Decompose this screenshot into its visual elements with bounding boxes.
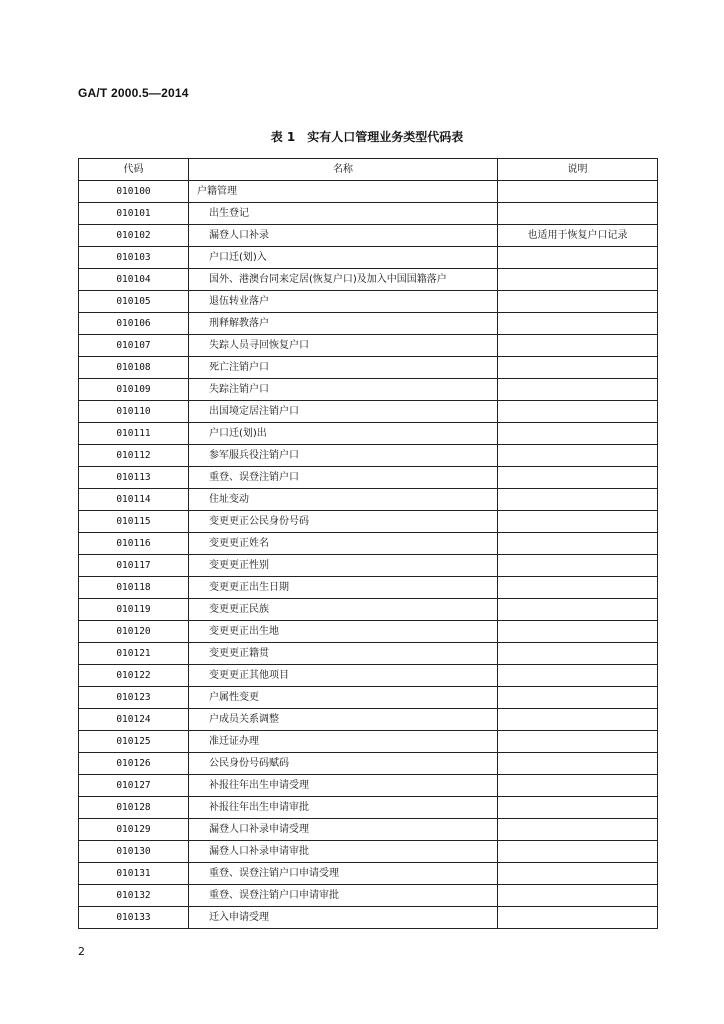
row-name: 漏登人口补录 — [189, 225, 498, 247]
row-note — [498, 643, 658, 665]
row-code: 010100 — [79, 181, 189, 203]
row-note — [498, 489, 658, 511]
row-code: 010131 — [79, 863, 189, 885]
column-header-code: 代码 — [79, 159, 189, 181]
row-code: 010133 — [79, 907, 189, 929]
table-row — [79, 599, 658, 621]
table-row — [79, 313, 658, 335]
row-note: 也适用于恢复户口记录 — [498, 225, 658, 247]
row-note — [498, 731, 658, 753]
row-code: 010106 — [79, 313, 189, 335]
table-row — [79, 885, 658, 907]
row-note — [498, 841, 658, 863]
row-note — [498, 203, 658, 225]
row-note — [498, 401, 658, 423]
table-row — [79, 797, 658, 819]
row-code: 010119 — [79, 599, 189, 621]
row-code: 010110 — [79, 401, 189, 423]
row-name: 失踪注销户口 — [189, 379, 498, 401]
table-row — [79, 445, 658, 467]
row-code: 010112 — [79, 445, 189, 467]
table-title — [0, 128, 724, 145]
table-row — [79, 467, 658, 489]
row-note — [498, 599, 658, 621]
row-code: 010113 — [79, 467, 189, 489]
column-header-name: 名称 — [189, 159, 498, 181]
row-note — [498, 709, 658, 731]
row-name: 住址变动 — [189, 489, 498, 511]
row-note — [498, 269, 658, 291]
row-code: 010115 — [79, 511, 189, 533]
row-code: 010103 — [79, 247, 189, 269]
row-code: 010104 — [79, 269, 189, 291]
table-row — [79, 181, 658, 203]
row-name: 变更更正民族 — [189, 599, 498, 621]
table-row — [79, 269, 658, 291]
row-code: 010114 — [79, 489, 189, 511]
standard-code: GA/T 2000.5—2014 — [78, 86, 189, 100]
row-name: 迁入申请受理 — [189, 907, 498, 929]
row-note — [498, 885, 658, 907]
row-name: 补报往年出生申请审批 — [189, 797, 498, 819]
table-number: 表 1 — [270, 130, 296, 144]
table-row — [79, 687, 658, 709]
row-code: 010127 — [79, 775, 189, 797]
row-note — [498, 819, 658, 841]
row-note — [498, 863, 658, 885]
row-code: 010105 — [79, 291, 189, 313]
row-name: 退伍转业落户 — [189, 291, 498, 313]
table-row — [79, 555, 658, 577]
row-code: 010120 — [79, 621, 189, 643]
row-code: 010108 — [79, 357, 189, 379]
row-name: 户成员关系调整 — [189, 709, 498, 731]
row-code: 010128 — [79, 797, 189, 819]
table-row — [79, 335, 658, 357]
row-name: 国外、港澳台同来定居(恢复户口)及加入中国国籍落户 — [189, 269, 498, 291]
row-note — [498, 621, 658, 643]
table-row — [79, 665, 658, 687]
row-note — [498, 291, 658, 313]
row-note — [498, 313, 658, 335]
row-note — [498, 335, 658, 357]
row-name: 变更更正籍贯 — [189, 643, 498, 665]
table-row — [79, 819, 658, 841]
column-header-note: 说明 — [498, 159, 658, 181]
row-name: 参军服兵役注销户口 — [189, 445, 498, 467]
row-name: 补报往年出生申请受理 — [189, 775, 498, 797]
table-row — [79, 511, 658, 533]
table-row — [79, 753, 658, 775]
table-row — [79, 291, 658, 313]
table-row — [79, 401, 658, 423]
table-row — [79, 203, 658, 225]
row-code: 010109 — [79, 379, 189, 401]
row-code: 010101 — [79, 203, 189, 225]
row-name: 死亡注销户口 — [189, 357, 498, 379]
row-name: 变更更正出生地 — [189, 621, 498, 643]
table-title-text: 实有人口管理业务类型代码表 — [307, 130, 464, 144]
table-row — [79, 423, 658, 445]
row-name: 失踪人员寻回恢复户口 — [189, 335, 498, 357]
row-name: 变更更正公民身份号码 — [189, 511, 498, 533]
table-row — [79, 863, 658, 885]
row-name: 准迁证办理 — [189, 731, 498, 753]
row-name: 户口迁(划)出 — [189, 423, 498, 445]
table-row — [79, 775, 658, 797]
table-row — [79, 621, 658, 643]
row-note — [498, 577, 658, 599]
row-code: 010116 — [79, 533, 189, 555]
row-name: 户籍管理 — [189, 181, 498, 203]
table-row — [79, 709, 658, 731]
row-note — [498, 357, 658, 379]
row-code: 010122 — [79, 665, 189, 687]
row-code: 010102 — [79, 225, 189, 247]
table-row — [79, 357, 658, 379]
row-note — [498, 753, 658, 775]
row-code: 010132 — [79, 885, 189, 907]
table-body — [79, 181, 658, 929]
row-name: 出国境定居注销户口 — [189, 401, 498, 423]
row-note — [498, 665, 658, 687]
row-name: 户口迁(划)入 — [189, 247, 498, 269]
row-note — [498, 467, 658, 489]
row-note — [498, 511, 658, 533]
row-code: 010130 — [79, 841, 189, 863]
row-note — [498, 247, 658, 269]
row-code: 010129 — [79, 819, 189, 841]
row-code: 010117 — [79, 555, 189, 577]
row-code: 010121 — [79, 643, 189, 665]
row-code: 010123 — [79, 687, 189, 709]
table-row — [79, 379, 658, 401]
row-note — [498, 379, 658, 401]
row-name: 重登、误登注销户口申请受理 — [189, 863, 498, 885]
table-row — [79, 577, 658, 599]
row-name: 重登、误登注销户口 — [189, 467, 498, 489]
row-note — [498, 687, 658, 709]
row-name: 变更更正出生日期 — [189, 577, 498, 599]
row-note — [498, 555, 658, 577]
row-note — [498, 423, 658, 445]
row-note — [498, 445, 658, 467]
row-name: 重登、误登注销户口申请审批 — [189, 885, 498, 907]
row-code: 010111 — [79, 423, 189, 445]
row-note — [498, 775, 658, 797]
table-row — [79, 247, 658, 269]
table-row — [79, 225, 658, 247]
row-code: 010124 — [79, 709, 189, 731]
table-row — [79, 533, 658, 555]
row-name: 漏登人口补录申请受理 — [189, 819, 498, 841]
row-note — [498, 797, 658, 819]
table-header-row — [79, 159, 658, 181]
page-number: 2 — [78, 945, 85, 958]
row-name: 出生登记 — [189, 203, 498, 225]
table-row — [79, 643, 658, 665]
row-name: 变更更正姓名 — [189, 533, 498, 555]
table-row — [79, 731, 658, 753]
row-note — [498, 533, 658, 555]
row-note — [498, 907, 658, 929]
table-row — [79, 841, 658, 863]
row-name: 刑释解教落户 — [189, 313, 498, 335]
row-code: 010107 — [79, 335, 189, 357]
table-row — [79, 489, 658, 511]
row-name: 户属性变更 — [189, 687, 498, 709]
table-row — [79, 907, 658, 929]
row-name: 变更更正其他项目 — [189, 665, 498, 687]
row-code: 010118 — [79, 577, 189, 599]
row-code: 010125 — [79, 731, 189, 753]
code-table — [78, 158, 658, 929]
row-name: 变更更正性别 — [189, 555, 498, 577]
row-note — [498, 181, 658, 203]
row-code: 010126 — [79, 753, 189, 775]
row-name: 公民身份号码赋码 — [189, 753, 498, 775]
row-name: 漏登人口补录申请审批 — [189, 841, 498, 863]
